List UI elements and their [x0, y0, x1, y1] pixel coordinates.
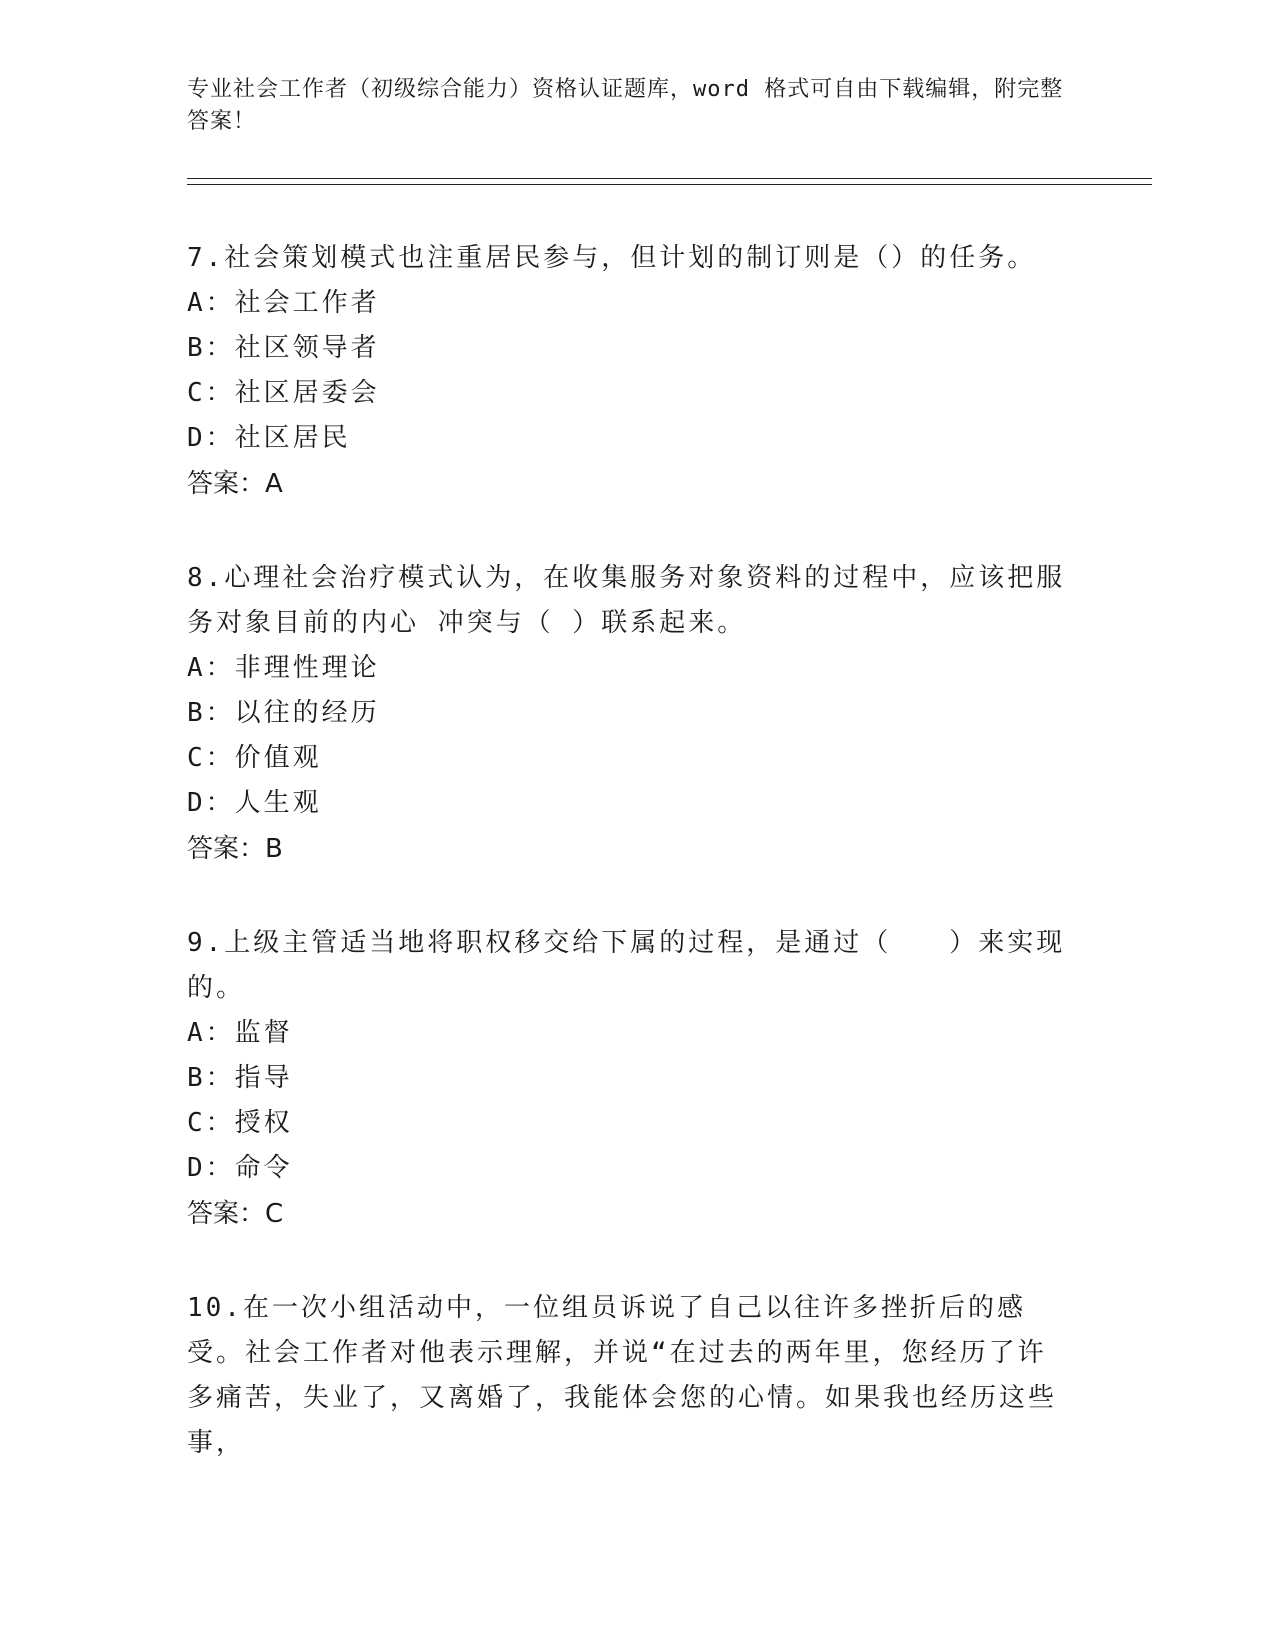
- question-text: 10.在一次小组活动中，一位组员诉说了自己以往许多挫折后的感受。社会工作者对他表示理解，并说“在过去的两年里，您经历了许多痛苦，失业了，又离婚了，我能体会您的心情。如果我也经历这些事，: [187, 1293, 1058, 1458]
- question-list: [187, 236, 1067, 1515]
- option-d: D：命令: [187, 1153, 293, 1183]
- option-d: D：人生观: [187, 788, 322, 818]
- answer-line: 答案：A: [187, 469, 283, 499]
- option-b: B：社区领导者: [187, 333, 380, 363]
- option-d: D：社区居民: [187, 423, 351, 453]
- answer-line: 答案：C: [187, 1199, 284, 1229]
- question-text: 8.心理社会治疗模式认为，在收集服务对象资料的过程中，应该把服务对象目前的内心 冲突与（ ）联系起来。: [187, 563, 1066, 638]
- option-b: B：指导: [187, 1063, 293, 1093]
- question-7: [187, 236, 1067, 507]
- question-text: 7.社会策划模式也注重居民参与，但计划的制订则是（）的任务。: [187, 243, 1037, 273]
- answer-line: 答案：B: [187, 834, 283, 864]
- option-c: C：价值观: [187, 743, 322, 773]
- option-b: B：以往的经历: [187, 698, 380, 728]
- document-header: 专业社会工作者（初级综合能力）资格认证题库，word 格式可自由下载编辑，附完整答案！: [187, 77, 1064, 134]
- question-text: 9.上级主管适当地将职权移交给下属的过程，是通过（ ）来实现的。: [187, 928, 1066, 1003]
- question-9: [187, 921, 1067, 1237]
- question-10: [187, 1286, 1067, 1466]
- option-a: A：非理性理论: [187, 653, 380, 683]
- option-a: A：社会工作者: [187, 288, 380, 318]
- option-a: A：监督: [187, 1018, 293, 1048]
- option-c: C：社区居委会: [187, 378, 380, 408]
- option-c: C：授权: [187, 1108, 293, 1138]
- question-8: [187, 556, 1067, 872]
- header-double-rule: [187, 178, 1152, 185]
